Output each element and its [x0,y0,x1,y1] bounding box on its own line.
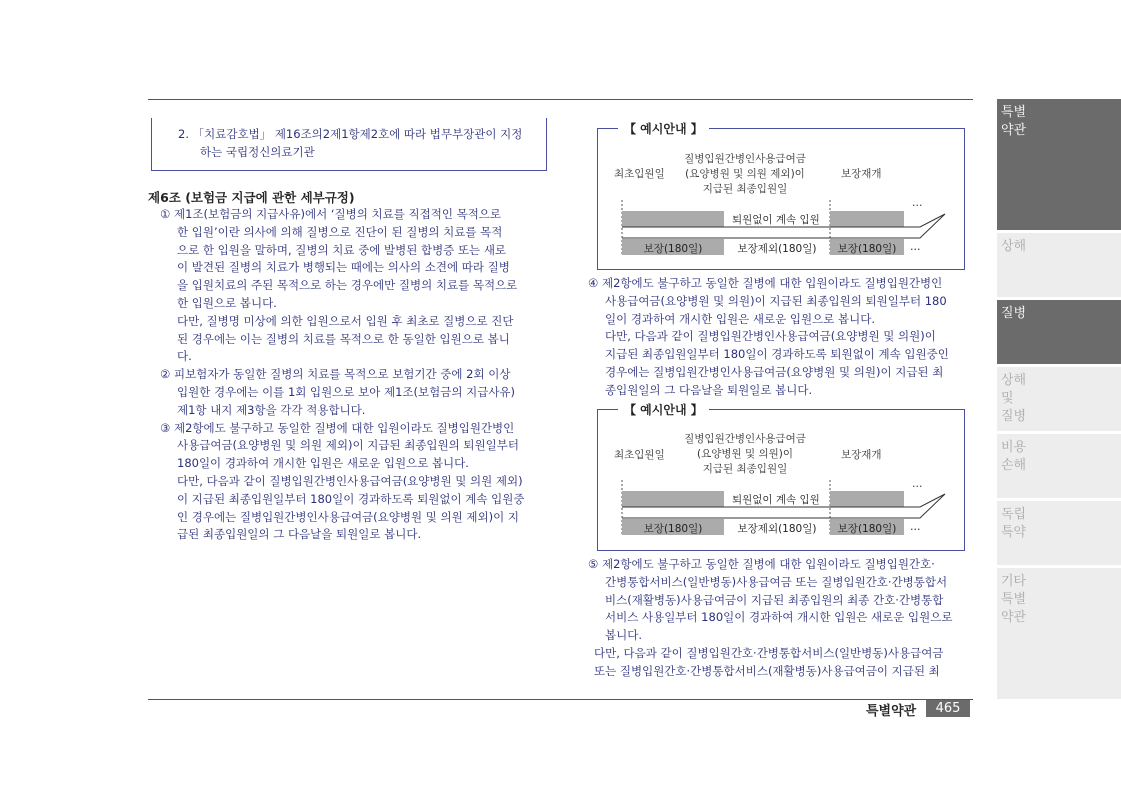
body-line: 180일이 경과하여 개시한 입원은 새로운 입원으로 봅니다. [177,456,469,471]
body-line: 이 지급된 최종입원일부터 180일이 경과하도록 퇴원없이 계속 입원중 [177,491,525,506]
tab-label: 및 [1001,391,1014,406]
label-final-line: 질병입원간병인사용급여금 [684,433,806,445]
body-line: 한 입원’이란 의사에 의해 질병으로 진단이 된 질병의 치료를 목적 [177,224,503,239]
tab-label: 상해 [1001,373,1027,388]
article-heading: 제6조 (보험금 지급에 관한 세부규정) [148,190,355,205]
body-line: ④ 제2항에도 불구하고 동일한 질병에 대한 입원이라도 질병입원간병인 [588,276,943,290]
body-line: 다. [177,349,192,364]
bottom-rule [148,699,973,700]
tab-label: 특별 [1001,592,1027,607]
coverage-segment-3: 보장(180일) [643,523,703,535]
body-line: 지급된 최종입원일부터 180일이 경과하도록 퇴원없이 계속 입원중인 [605,347,949,362]
body-line: 일이 경과하여 개시한 입원은 새로운 입원으로 봅니다. [605,311,875,326]
excluded-segment-2: 보장제외(180일) [737,523,817,535]
top-rule [148,99,973,100]
body-line: 사용급여금(요양병원 및 의원 제외)이 지급된 최종입원의 퇴원일부터 [177,438,519,453]
body-line: 급된 최종입원일의 그 다음날을 퇴원일로 봅니다. [177,527,422,542]
example-title-1: 【 예시안내 】 [618,120,709,137]
tab-label: 독립 [1001,507,1027,522]
tab-label: 특약 [1001,525,1027,540]
continuous-label-1: 퇴원없이 계속 입원 [732,214,820,226]
body-line: 된 경우에는 이는 질병의 치료를 목적으로 한 동일한 입원으로 봅니 [177,331,510,346]
notice-box [151,118,547,171]
label-first-admission: 최초입원일 [614,168,665,180]
coverage-segment-4: 보장(180일) [837,523,897,535]
body-line: 으로 한 입원을 말하며, 질병의 치료 중에 발병된 합병증 또는 새로 [177,242,507,257]
tab-injury[interactable] [997,233,1121,297]
body-line: 봅니다. [605,628,642,643]
body-line: ① 제1조(보험금의 지급사유)에서 ‘질병의 치료를 직접적인 목적으로 [160,207,502,221]
tab-label: 비용 [1001,440,1027,455]
tab-injury-and-disease[interactable] [997,367,1121,431]
body-line: 사용급여금(요양병원 및 의원)이 지급된 최종입원의 퇴원일부터 180 [605,293,947,308]
body-line: 서비스 사용일부터 180일이 경과하여 개시한 입원은 새로운 입원으로 [605,610,953,625]
label-first-admission-2: 최초입원일 [614,449,665,461]
label-resume-2: 보장재개 [841,449,882,461]
tab-cost-damage[interactable] [997,434,1121,498]
tab-label: 상해 [1001,239,1027,254]
continuous-label-2: 퇴원없이 계속 입원 [732,494,820,506]
excluded-segment-1: 보장제외(180일) [737,243,817,255]
dots-top-2: … [912,478,923,490]
body-line: 다만, 다음과 같이 질병입원간호·간병통합서비스(일반병동)사용급여금 [594,645,944,660]
tab-label: 질병 [1001,409,1027,424]
dots-1: … [910,241,921,253]
dots-2: … [910,521,921,533]
body-line: 다만, 다음과 같이 질병입원간병인사용급여금(요양병원 및 의원)이 [605,329,936,344]
body-line: ② 피보험자가 동일한 질병의 치료를 목적으로 보험기간 중에 2회 이상 [160,367,511,382]
right-bottom-body [588,556,952,681]
body-line: 한 입원으로 봅니다. [177,295,277,310]
page-number: 465 [926,700,970,717]
body-line: 다만, 질병명 미상에 의한 입원으로서 입원 후 최초로 질병으로 진단 [177,313,514,328]
tab-special-terms[interactable] [997,99,1121,230]
label-final-line: (요양병원 및 의원)이 [696,448,793,460]
coverage-segment-2: 보장(180일) [837,243,897,255]
tab-label: 기타 [1001,574,1027,589]
label-resume: 보장재개 [841,168,882,180]
body-line: 제1항 내지 제3항을 각각 적용합니다. [177,402,366,417]
tab-label: 약관 [1001,610,1027,625]
left-body [160,206,524,544]
label-final-line: 지급된 최종입원일 [702,183,788,195]
tab-label: 질병 [1001,306,1027,321]
coverage-segment-1: 보장(180일) [643,243,703,255]
box-line-2: 하는 국립정신의료기관 [200,145,315,159]
tab-label: 특별 [1001,105,1027,120]
example-title-2: 【 예시안내 】 [618,401,709,418]
tab-label: 약관 [1001,123,1027,138]
tab-other-special-terms[interactable] [997,568,1121,699]
tab-disease[interactable] [997,300,1121,364]
body-line: 종입원일의 그 다음날을 퇴원일로 봅니다. [605,382,813,397]
tab-label: 손해 [1001,458,1027,473]
body-line: 간병통합서비스(일반병동)사용급여금 또는 질병입원간호·간병통합서 [605,574,948,589]
dots-top: … [912,197,923,209]
right-mid-body [588,275,949,400]
body-line: 다만, 다음과 같이 질병입원간병인사용급여금(요양병원 및 의원 제외) [177,473,523,488]
box-line-1: 2. 「치료감호법」 제16조의2제1항제2호에 따라 법무부장관이 지정 [178,127,523,141]
body-line: 인 경우에는 질병입원간병인사용급여금(요양병원 및 의원 제외)이 지 [177,509,519,524]
tab-independent-rider[interactable] [997,501,1121,565]
body-line: ③ 제2항에도 불구하고 동일한 질병에 대한 입원이라도 질병입원간병인 [160,420,515,435]
label-final-line: (요양병원 및 의원 제외)이 [685,168,805,180]
footer-section-label: 특별약관 [866,704,917,719]
body-line: 을 입원치료의 주된 목적으로 하는 경우에만 질병의 치료를 목적으로 [177,278,518,293]
label-final-line: 지급된 최종입원일 [702,463,788,475]
label-final-line: 질병입원간병인사용급여금 [684,153,806,165]
body-line: 비스(재활병동)사용급여금이 지급된 최종입원의 최종 간호·간병통합 [605,592,944,607]
body-line: 경우에는 질병입원간병인사용급여금(요양병원 및 의원)이 지급된 최 [605,364,944,379]
body-line: 또는 질병입원간호·간병통합서비스(재활병동)사용급여금이 지급된 최 [594,663,940,678]
body-line: ⑤ 제2항에도 불구하고 동일한 질병에 대한 입원이라도 질병입원간호· [588,557,935,571]
body-line: 이 발견된 질병의 치료가 병행되는 때에는 의사의 소견에 따라 질병 [177,260,510,275]
body-line: 입원한 경우에는 이를 1회 입원으로 보아 제1조(보험금의 지급사유) [177,384,516,399]
